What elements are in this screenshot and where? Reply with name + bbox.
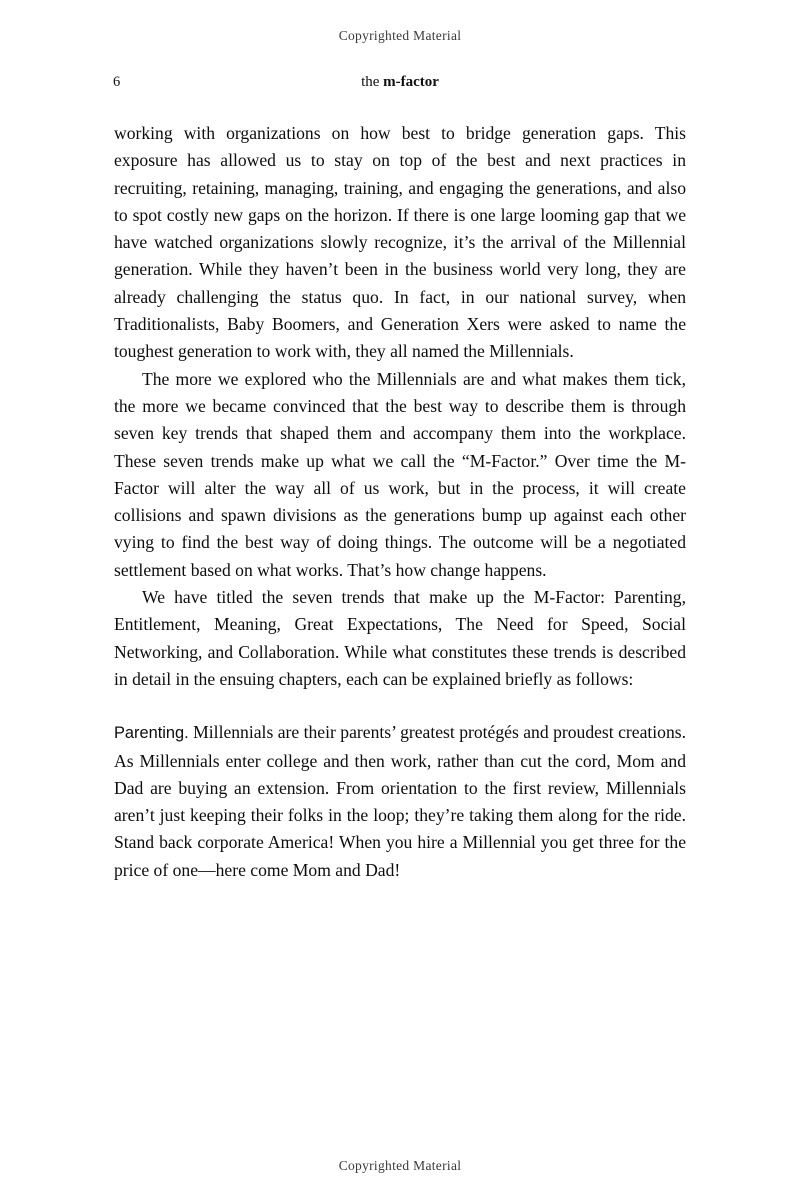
trend-label-parenting: Parenting. xyxy=(114,724,189,743)
paragraph-3: We have titled the seven trends that make up the M-Factor: Parenting, Entitlement, Meaning, Great Expectations, The Need for Speed, Social Networking, and Collaboration. While what constitutes these trends is described in detail in the ensuing chapters, each can be explained briefly as follows: xyxy=(114,587,686,689)
copyright-watermark-bottom: Copyrighted Material xyxy=(338,1158,462,1173)
running-title xyxy=(113,74,687,91)
paragraph-4-text: Millennials are their parents’ greatest protégés and proudest creations. As Millennials enter college and then work, rather than cut the cord, Mom and Dad are buying an extension. From orientation to the first review, Millennials aren’t just keeping their folks in the loop; they’re taking them along for the ride. Stand back corporate America! When you hire a Millennial you get three for the price of one—here come Mom and Dad! xyxy=(114,722,686,880)
running-title-bold: m-factor xyxy=(383,74,439,90)
running-head xyxy=(113,74,687,94)
page-number: 6 xyxy=(113,74,121,90)
running-title-prefix: the xyxy=(361,74,384,90)
copyright-watermark-top: Copyrighted Material xyxy=(338,28,462,43)
paragraph-1: working with organizations on how best to bridge generation gaps. This exposure has allowed us to stay on top of the best and next practices in recruiting, retaining, managing, training, and engaging the generations, and also to spot costly new gaps on the horizon. If there is one large looming gap that we have watched organizations slowly recognize, it’s the arrival of the Millennial generation. While they haven’t been in the business world very long, they are already challenging the status quo. In fact, in our national survey, when Traditionalists, Baby Boomers, and Generation Xers were asked to name the toughest generation to work with, they all named the Millennials. xyxy=(114,123,686,362)
paragraph-4 xyxy=(114,719,686,884)
body-text xyxy=(114,120,686,884)
paragraph-2: The more we explored who the Millennials are and what makes them tick, the more we became convinced that the best way to describe them is through seven key trends that shaped them and accompany them into the workplace. These seven trends make up what we call the “M-Factor.” Over time the M-Factor will alter the way all of us work, but in the process, it will create collisions and spawn divisions as the generations bump up against each other vying to find the best way of doing things. The outcome will be a negotiated settlement based on what works. That’s how change happens. xyxy=(114,368,686,580)
